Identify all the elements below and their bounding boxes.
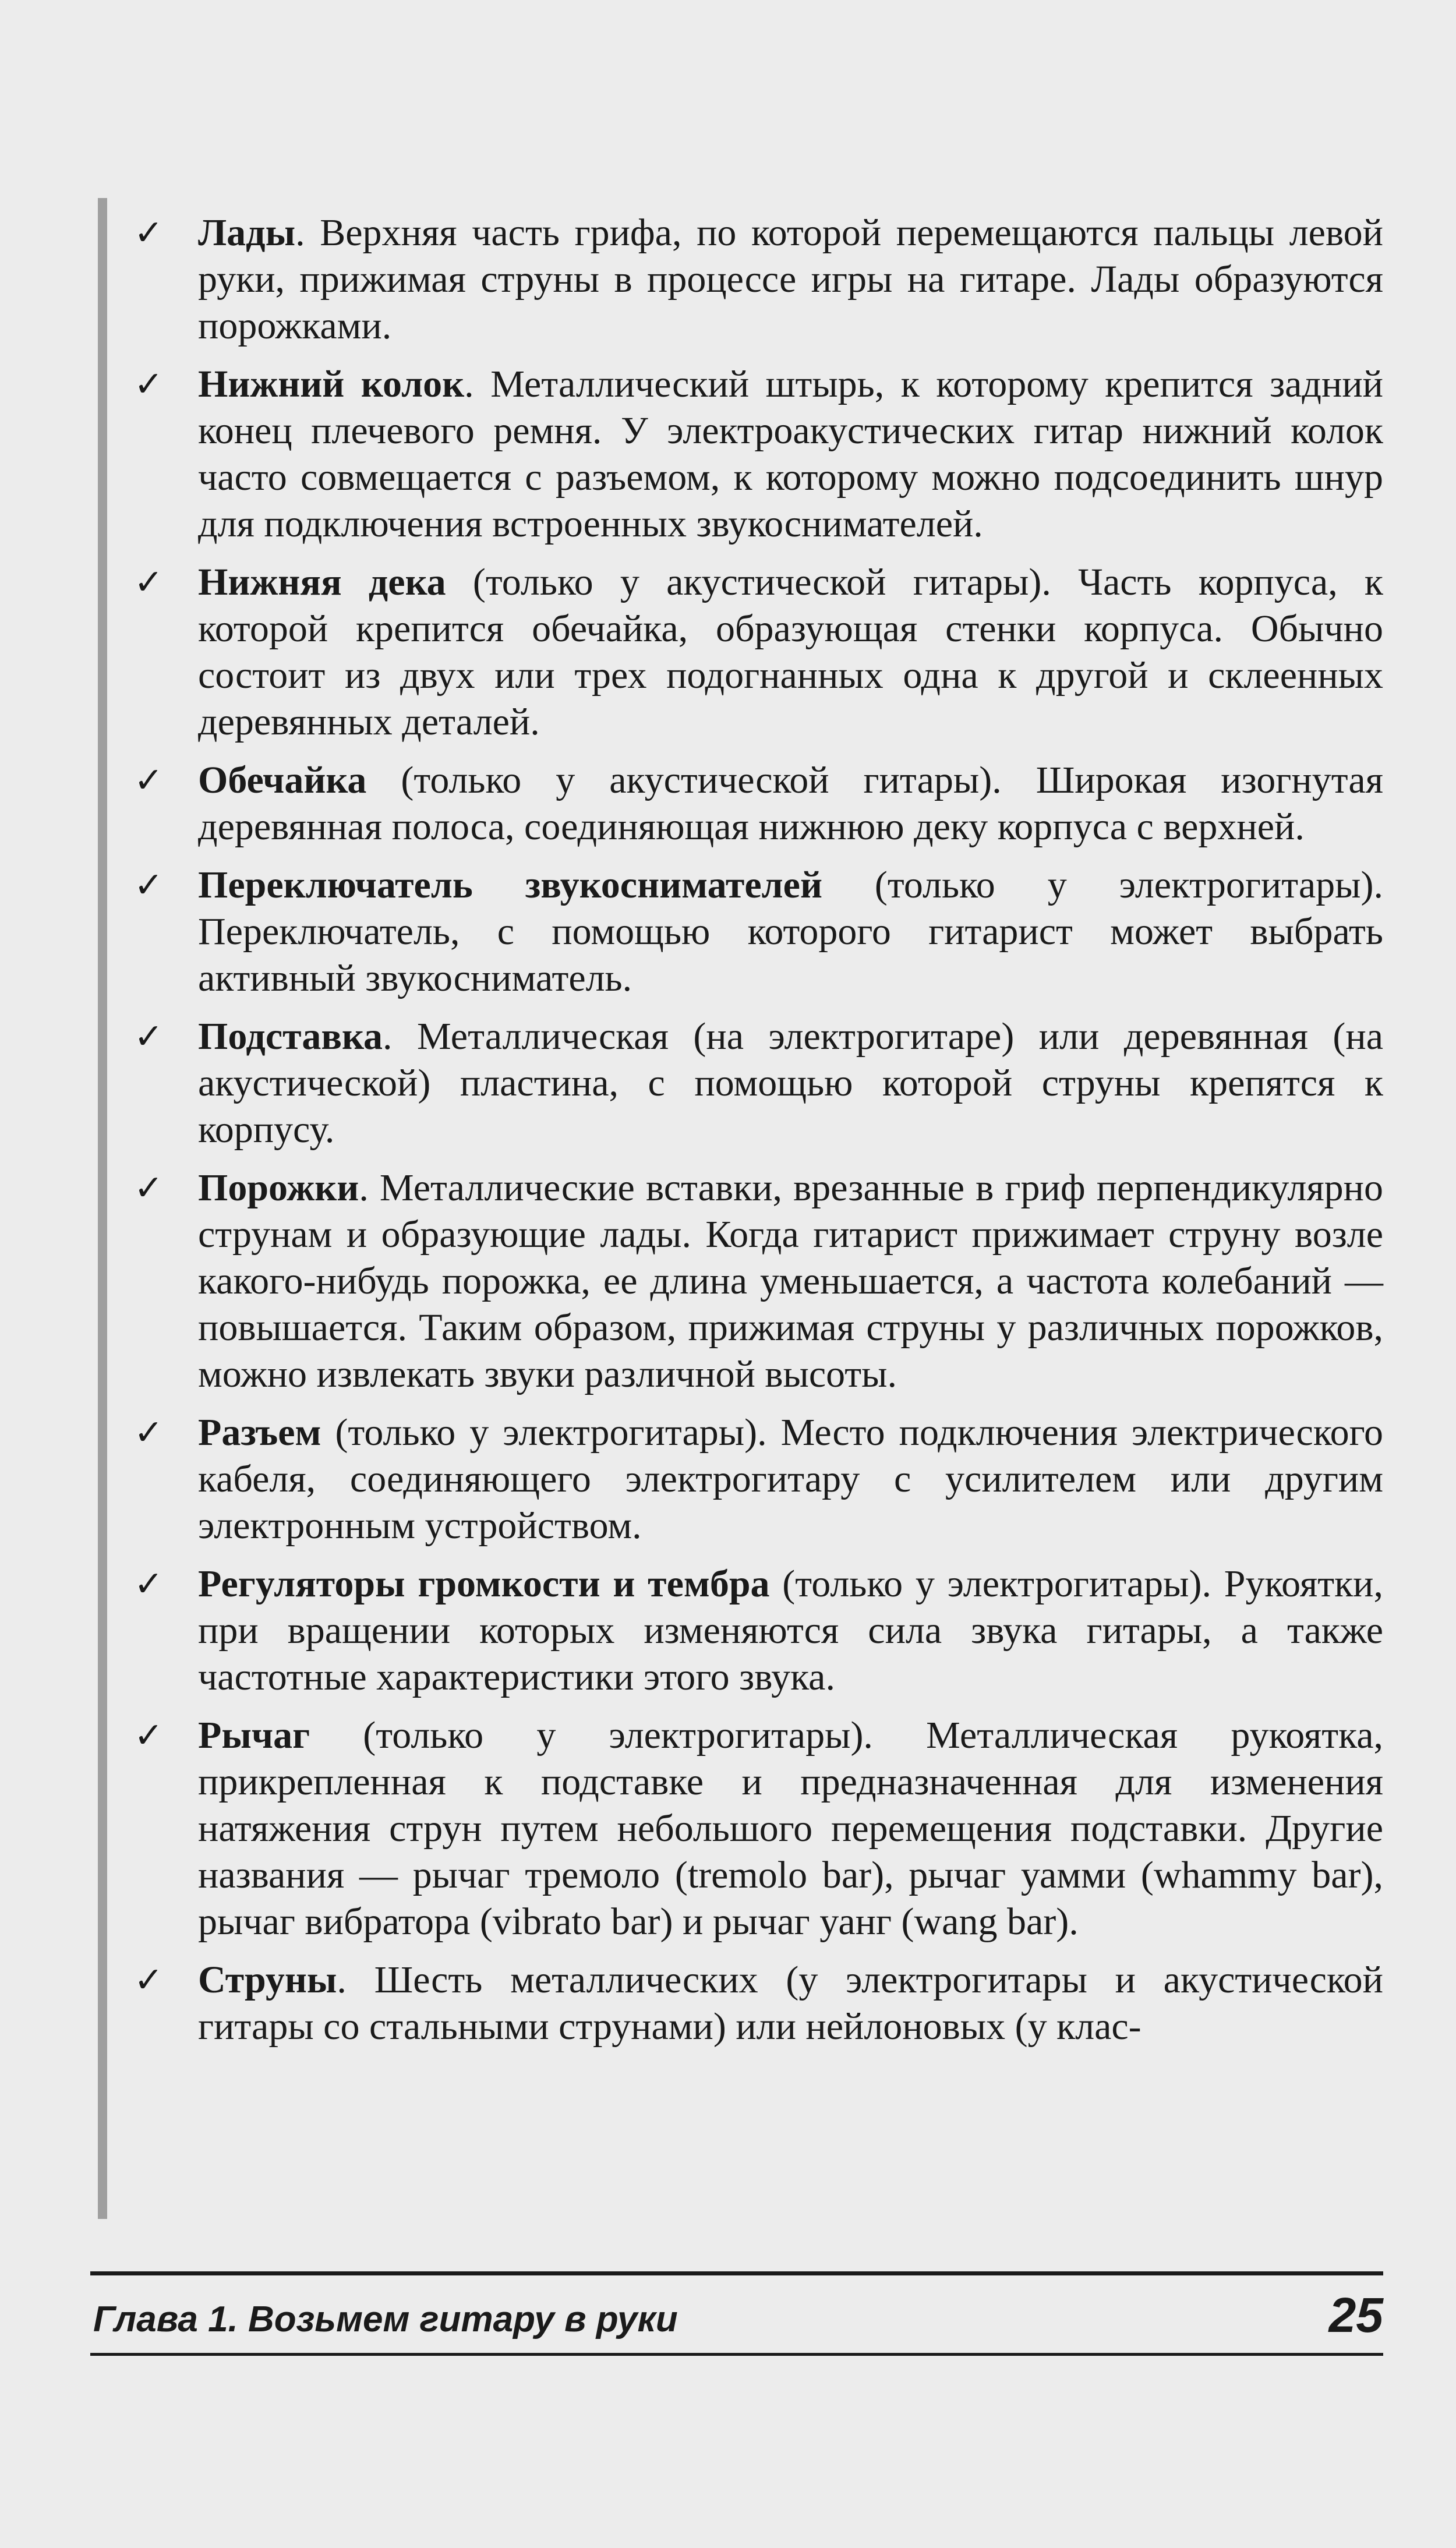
definition-list [116,210,1383,2062]
definition: (только у акустической гитары). Часть корпуса, к которой крепится обечайка, образующая стенки корпуса. Обычно состоит из двух или трех подогнанных одна к другой и склеенных деревянных деталей. [198,561,1383,743]
margin-bar [98,198,107,2219]
list-item [116,1013,1383,1153]
checkmark-icon: ✓ [134,562,164,603]
running-footer-chapter: Глава 1. Возьмем гитару в руки [93,2299,678,2340]
term: Рычаг [198,1714,310,1757]
term: Струны [198,1959,337,2001]
definition: (только у электрогитары). Рукоятки, при вращении которых изменяются сила звука гитары, а также частотные характеристики этого звука. [198,1563,1383,1698]
list-item [116,862,1383,1002]
checkmark-icon: ✓ [134,1168,164,1208]
list-item [116,559,1383,745]
term: Нижняя дека [198,561,446,603]
checkmark-icon: ✓ [134,213,164,253]
term: Обечайка [198,759,367,801]
term: Разъем [198,1411,321,1454]
footer-divider-top [90,2271,1383,2275]
term: Лады [198,211,296,254]
term: Порожки [198,1167,359,1209]
list-item [116,1409,1383,1549]
list-item [116,361,1383,547]
term: Нижний колок [198,363,465,405]
list-item [116,210,1383,349]
definition: (только у электрогитары). Место подключения электрического кабеля, соединяющего электрогитару с усилителем или другим электронным устройством. [198,1411,1383,1547]
definition: . Металлические вставки, врезанные в гриф перпендикулярно струнам и образующие лады. Когда гитарист прижимает струну возле какого-нибудь порожка, ее длина уменьшается, а частота колебаний — повышается. Таким образом, прижимая струны у различных порожков, можно извлекать звуки различной высоты. [198,1167,1383,1395]
definition: . Металлический штырь, к которому крепится задний конец плечевого ремня. У электроакустических гитар нижний колок часто совмещается с разъемом, к которому можно подсоединить шнур для подключения встроенных звукоснимателей. [198,363,1383,545]
checkmark-icon: ✓ [134,865,164,906]
term: Подставка [198,1015,383,1058]
page-number: 25 [1328,2288,1383,2342]
checkmark-icon: ✓ [134,1564,164,1605]
checkmark-icon: ✓ [134,760,164,801]
definition: . Верхняя часть грифа, по которой перемещаются пальцы левой руки, прижимая струны в процессе игры на гитаре. Лады образуются порожками. [198,211,1383,347]
definition: . Шесть металлических (у электрогитары и акустической гитары со стальными струнами) или нейлоновых (у клас- [198,1959,1383,2048]
list-item [116,1957,1383,2050]
term: Регуляторы громкости и тембра [198,1563,770,1605]
definition: (только у акустической гитары). Широкая изогнутая деревянная полоса, соединяющая нижнюю деку корпуса с верхней. [198,759,1383,848]
term: Переключатель звукоснимателей [198,864,822,906]
checkmark-icon: ✓ [134,1412,164,1453]
definition: (только у электрогитары). Металлическая рукоятка, прикрепленная к подставке и предназначенная для изменения натяжения струн путем небольшого перемещения подставки. Другие названия — рычаг тремоло (tremolo bar), рычаг уамми (whammy bar), рычаг вибратора (vibrato bar) и рычаг уанг (wang bar). [198,1714,1383,1943]
definition: (только у электрогитары). Переключатель, с помощью которого гитарист может выбрать активный звукосниматель. [198,864,1383,999]
definition: . Металлическая (на электрогитаре) или деревянная (на акустической) пластина, с помощью которой струны крепятся к корпусу. [198,1015,1383,1151]
checkmark-icon: ✓ [134,364,164,405]
footer-divider-bottom [90,2353,1383,2356]
checkmark-icon: ✓ [134,1960,164,2001]
list-item [116,757,1383,850]
checkmark-icon: ✓ [134,1016,164,1057]
list-item [116,1712,1383,1945]
checkmark-icon: ✓ [134,1715,164,1756]
list-item [116,1561,1383,1701]
list-item [116,1165,1383,1398]
